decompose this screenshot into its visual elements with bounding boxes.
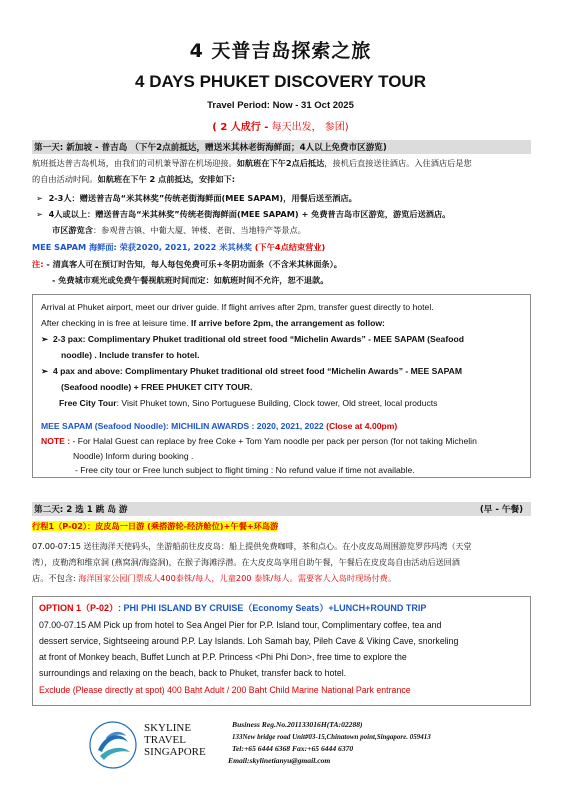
day1-zh-note2: - 免费城市观光或免费午餐视航班时间而定：如航班时间不允许，恕不退款。 <box>52 275 329 285</box>
day1-zh-award-red: (下午4点结束营业) <box>251 242 326 252</box>
day1-en-award-red: (Close at 4.00pm) <box>326 421 398 431</box>
logo-text <box>144 722 206 758</box>
company-address: 133New bridge road Unit#03-15,Chinatown point,Singapore. 059413 <box>232 733 431 741</box>
day2-opt1-en-head-a: OPTION 1（P-02） <box>39 603 119 613</box>
day1-en-b1a: 2-3 pax: Complimentary Phuket traditional old street food “Michelin Awards” - MEE SAPAM (Seafood <box>52 334 464 344</box>
day2-opt1-zh-exclude <box>32 571 532 585</box>
bullet-arrow-icon: ➢ <box>41 334 49 344</box>
day1-zh-citytour <box>52 223 532 237</box>
day1-zh-line2-bold: 如航班在下午 2 点前抵达，安排如下: <box>97 174 236 184</box>
day1-zh-citytour-label: 市区游览含 <box>52 225 93 235</box>
day1-en-city-label: Free City Tour <box>59 398 117 408</box>
day2-opt1-zh-excl-text: 海洋国家公园门票成人400泰铢/每人，儿童200 泰铢/每人。需要客人入岛时现场付费。 <box>75 573 397 583</box>
day1-zh-line2-text: 的自由活动时间。 <box>32 174 98 184</box>
company-email: Email:skylinetianyu@gmail.com <box>228 756 331 765</box>
business-reg: Business Reg.No.201133016H(TA:02288) <box>232 720 363 729</box>
logo-line2: TRAVEL <box>144 734 186 746</box>
company-contact <box>228 719 532 767</box>
group-info-rest: 每天出发， 参团) <box>268 122 349 133</box>
day2-opt1-en-line1: 07.00-07.15 AM Pick up from hotel to Sea Angel Pier for P.P. Island tour, Complimentary coffee, tea and <box>39 620 442 630</box>
group-info-bold: ( 2 人成行 - <box>212 122 269 133</box>
day1-zh-text: 航班抵达普吉岛机场，由我们的司机兼导游在机场迎接。 <box>32 158 237 168</box>
day1-en-bullet1 <box>41 332 527 348</box>
day1-en-b2a: 4 pax and above: Complimentary Phuket traditional old street food “Michelin Awards” - MEE SAPAM <box>52 366 463 376</box>
day1-zh-line2 <box>32 172 532 186</box>
day1-en-city-text: : Visit Phuket town, Sino Portuguese Building, Clock tower, Old street, local products <box>116 398 438 408</box>
day1-en-b2b: (Seafood noodle) + FREE PHUKET CITY TOUR. <box>61 382 253 392</box>
day1-zh-note-label: 注: <box>32 259 44 269</box>
day1-zh-citytour-text: ：参观普吉镇、中葡大厦、钟楼、老街、当地特产等景点。 <box>92 225 306 235</box>
day1-zh-bold: 如航班在下午2点后抵达 <box>236 158 325 168</box>
day1-en-b1b: noodle) . Include transfer to hotel. <box>61 350 200 360</box>
day1-en-p2 <box>41 316 527 332</box>
day1-zh-bullet1-text: 2-3人：赠送普吉岛“米其林奖”传统老街海鲜面(MEE SAPAM)，用餐后送至酒店。 <box>48 193 357 203</box>
day1-en-p2b: If arrive before 2pm, the arrangement as follow: <box>190 318 385 328</box>
day1-zh-tail: ，接机后直接送往酒店。入住酒店后是您 <box>324 158 472 168</box>
day1-en-note1a: - For Halal Guest can replace by free Coke + Tom Yam noodle per pack per person (for not taking Michelin <box>70 436 477 446</box>
day1-zh-award-blue: MEE SAPAM 海鲜面: 荣获2020, 2021, 2022 米其林奖 <box>32 242 252 252</box>
day1-en-p2a: After checking in is free at leisure time. <box>41 318 191 328</box>
company-phone: Tel:+65 6444 6368 Fax:+65 6444 6370 <box>232 744 354 753</box>
day1-en-bullet2 <box>41 364 527 380</box>
day2-opt1-zh-heading-text: 行程1（P-02）：皮皮岛一日游 (乘搭游轮-经济舱位)+午餐+环岛游 <box>32 521 279 531</box>
day1-en-citytour <box>59 396 527 412</box>
day2-heading-right: (早 - 午餐) <box>479 505 523 515</box>
day1-en-award-blue: MEE SAPAM (Seafood Noodle): MICHILIN AWARDS : 2020, 2021, 2022 <box>41 421 327 431</box>
day2-opt1-en-line4: surroundings and relaxing on the beach, back to Phuket, transfer back to hotel. <box>39 668 347 678</box>
group-info <box>0 118 561 133</box>
day1-zh-bullet2-text: 4人或以上：赠送普吉岛“米其林奖”传统老街海鲜面(MEE SAPAM) + 免费普吉岛市区游览，游览后送酒店。 <box>48 209 451 219</box>
day2-opt1-en-line2: dessert service, Sightseeing around P.P. Lay Islands. Loh Samah bay, Pileh Cave & Viking Cave, snorkeling <box>39 636 459 646</box>
day1-en-note1b: Noodle) Inform during booking . <box>73 451 194 461</box>
day1-zh-award <box>32 240 532 254</box>
day2-opt1-zh-heading <box>32 519 278 533</box>
day2-opt1-en-line3: at front of Monkey beach, Buffet Lunch at P.P. Princess <Phi Phi Don>, free time to explore the <box>39 652 407 662</box>
travel-period: Travel Period: Now - 31 Oct 2025 <box>207 100 354 111</box>
company-logo-icon <box>88 720 138 770</box>
day2-opt1-en-box <box>32 596 531 706</box>
day2-heading-bar <box>32 502 531 516</box>
day1-en-note-label: NOTE : <box>41 436 71 446</box>
bullet-arrow-icon: ➢ <box>36 193 43 203</box>
day1-en-box <box>32 294 531 478</box>
day2-heading-left: 第二天: 2 选 1 跳 岛 游 <box>34 505 128 515</box>
day1-zh-bullet2 <box>36 207 531 221</box>
logo-line3: SINGAPORE <box>144 746 206 758</box>
day2-opt1-zh-line2: 湾），皮勒湾和维京洞 (燕窝洞/海盗洞)，在猴子海滩浮潜。在大皮皮岛享用自助午餐，午餐后在皮皮岛自由活动后送回酒 <box>32 557 460 567</box>
day2-opt1-zh-line1: 07.00-07:15 送往海洋天使码头，坐游船前往皮皮岛：船上提供免费咖啡，茶和点心。在小皮皮岛周围游览罗莎玛湾（天堂 <box>32 541 472 551</box>
day2-opt1-zh-excl-label: 店。不包含: <box>32 573 76 583</box>
bullet-arrow-icon: ➢ <box>41 366 49 376</box>
day1-zh-note1 <box>32 257 532 271</box>
day1-heading-bar: 第一天: 新加坡 - 普吉岛 （下午2点前抵达，赠送米其林老街海鲜面；4人以上免费市区游览) <box>32 140 531 154</box>
day1-en-p1: Arrival at Phuket airport, meet our driver guide. If flight arrives after 2pm, transfer guest directly to hotel. <box>41 302 434 312</box>
day2-opt1-en-heading <box>39 601 527 617</box>
day1-zh-note1-text: - 清真客人可在预订时告知，每人每包免费可乐+冬阴功面条（不含米其林面条）。 <box>43 259 342 269</box>
day2-opt1-en-head-b: : PHI PHI ISLAND BY CRUISE（Economy Seats）+LUNCH+ROUND TRIP <box>118 603 427 613</box>
logo-line1: SKYLINE <box>144 722 192 734</box>
day1-zh-line1 <box>32 156 532 170</box>
day1-en-note1 <box>41 434 527 450</box>
day2-opt1-en-exclude: Exclude (Please directly at spot) 400 Baht Adult / 200 Baht Child Marine National Park entrance <box>39 685 411 695</box>
title-en: 4 DAYS PHUKET DISCOVERY TOUR <box>135 72 426 91</box>
day1-en-award <box>41 419 527 435</box>
bullet-arrow-icon: ➢ <box>36 209 43 219</box>
day1-en-note2: - Free city tour or Free lunch subject to flight timing : No refund value if time not available. <box>75 465 415 475</box>
day1-zh-bullet1 <box>36 191 531 205</box>
title-zh: 4 天普吉岛探索之旅 <box>189 40 372 62</box>
